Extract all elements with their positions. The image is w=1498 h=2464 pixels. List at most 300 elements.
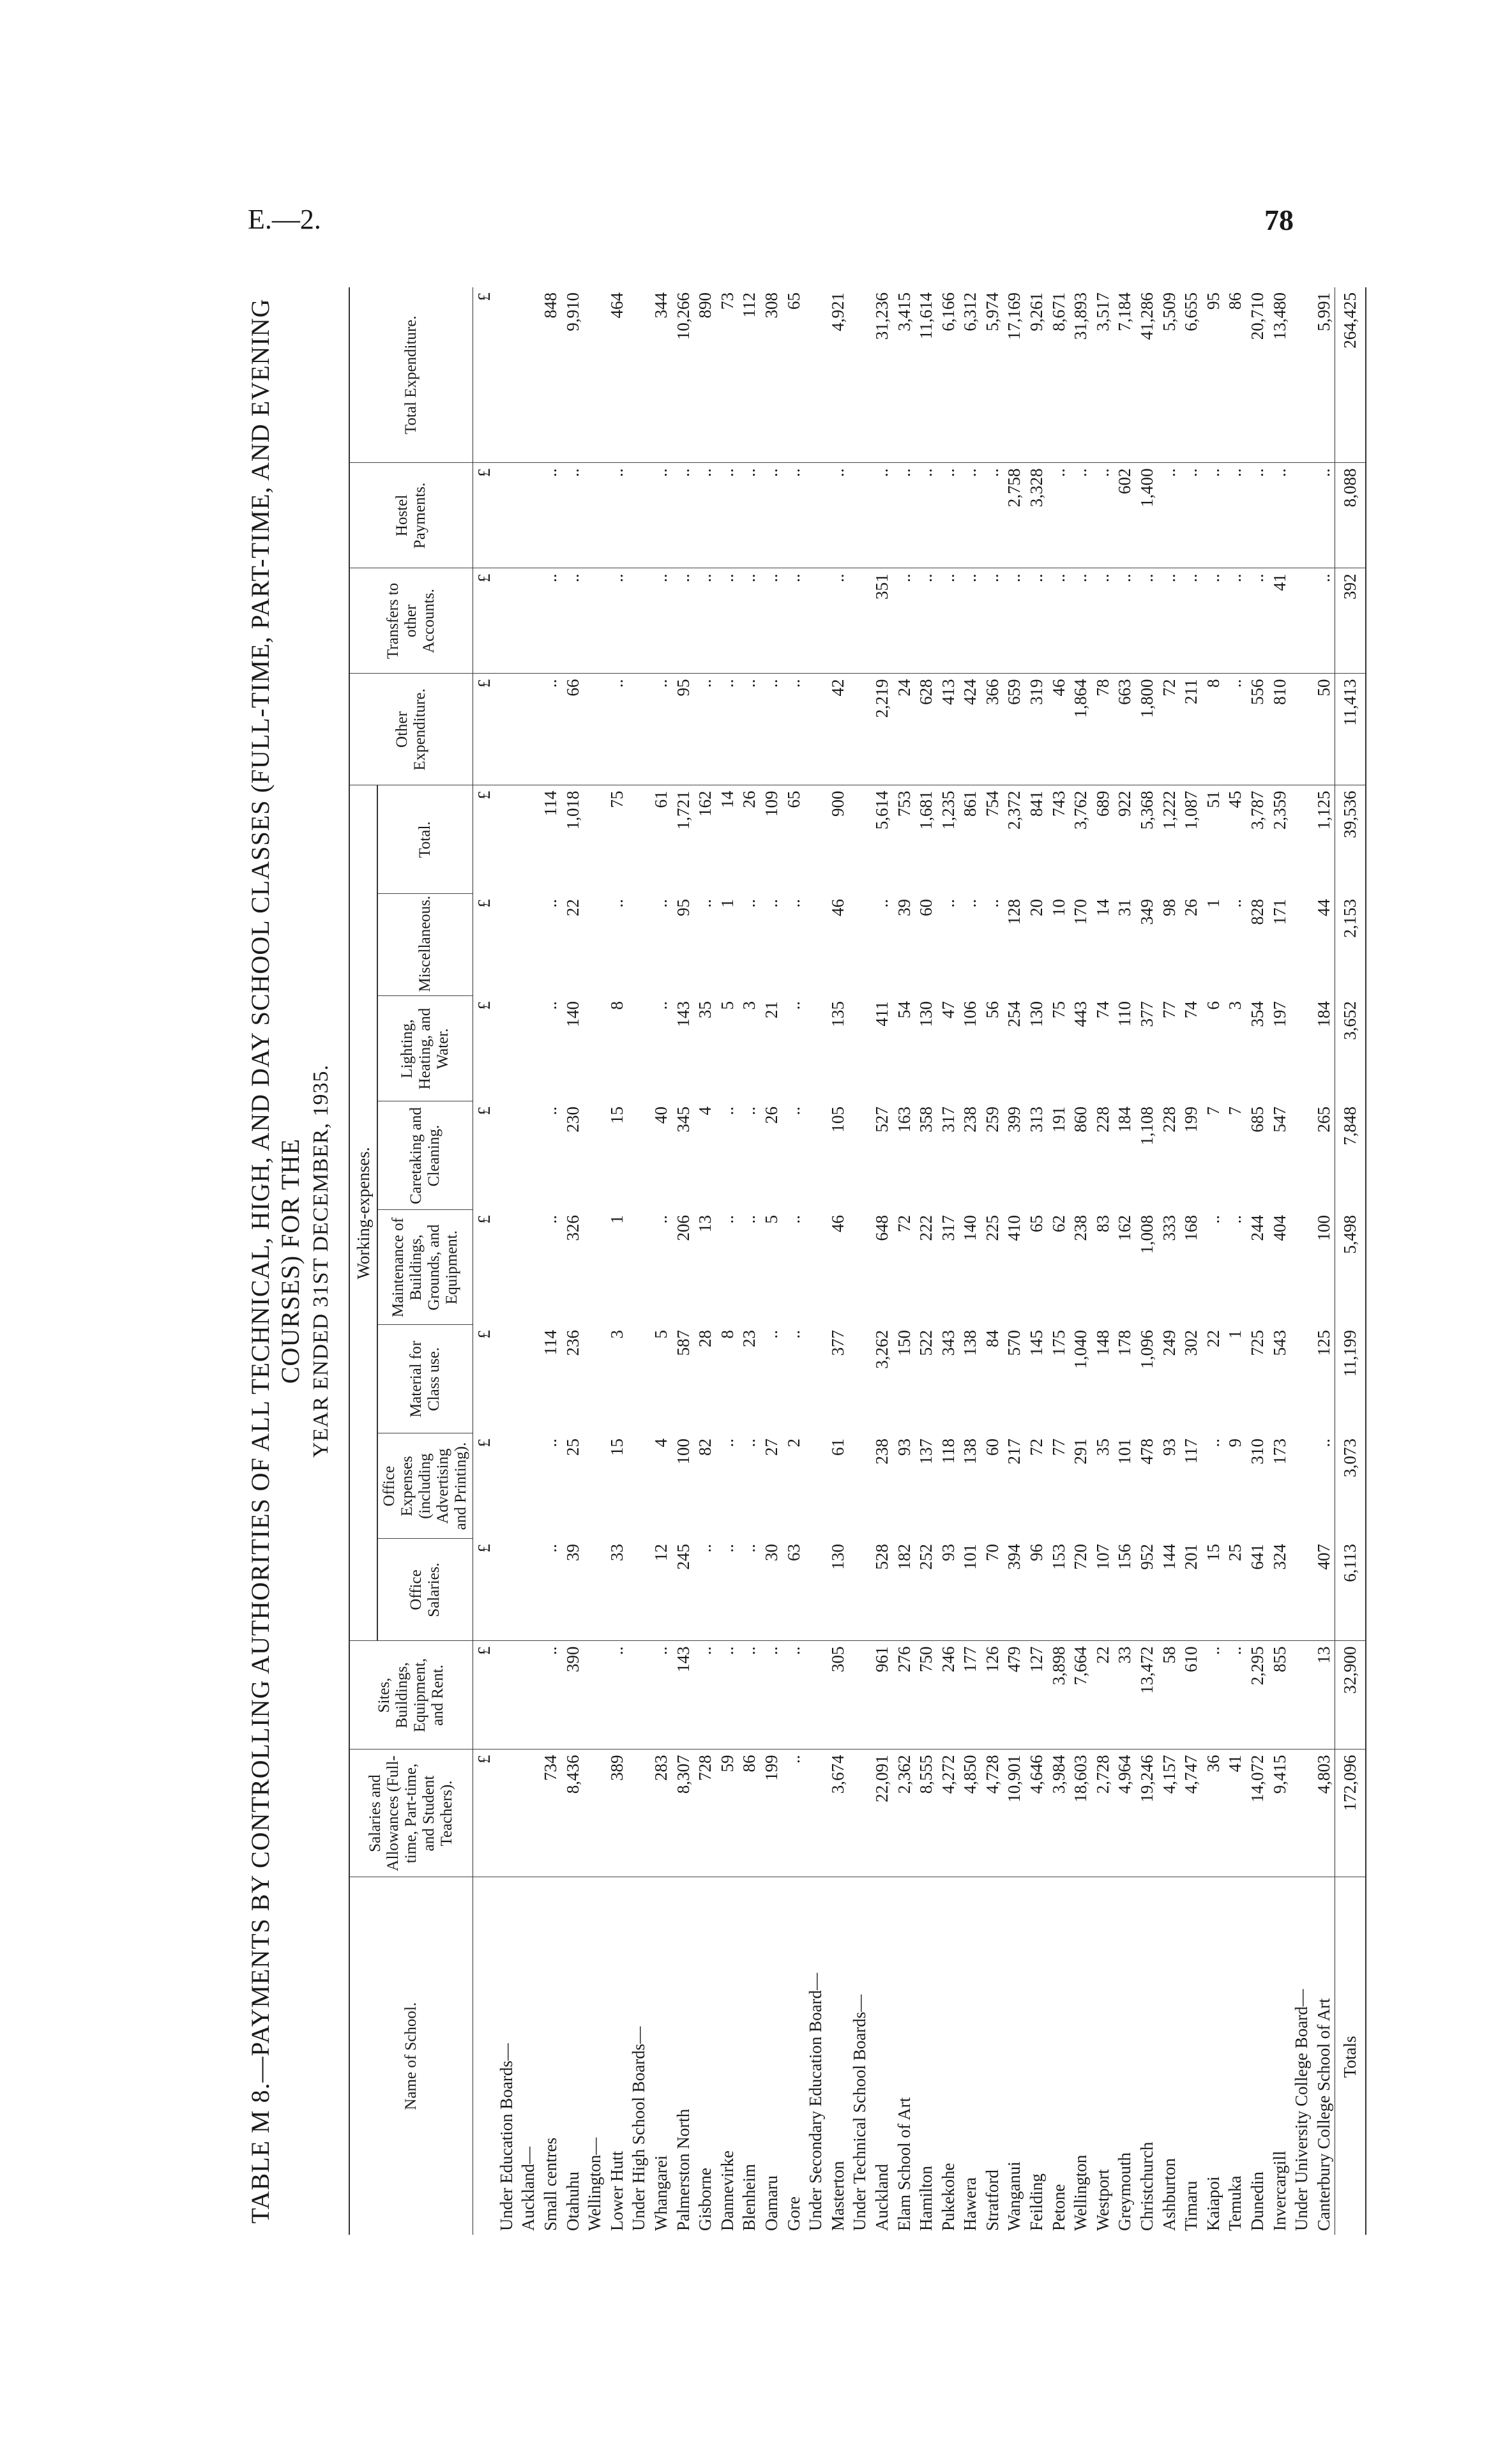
table-cell: .. xyxy=(827,568,849,674)
table-cell: 74 xyxy=(1181,1001,1201,1018)
table-cell: 42 xyxy=(827,674,849,785)
table-cell: 95 xyxy=(1203,292,1223,310)
table-cell: 259 xyxy=(982,1107,1002,1133)
table-cell xyxy=(584,568,606,674)
table-cell xyxy=(1290,1641,1313,1750)
table-cell: 3,898 xyxy=(1048,1641,1070,1750)
table-cell: 464 xyxy=(607,292,626,319)
table-cell: 51 xyxy=(1202,785,1225,894)
table-cell: .. xyxy=(651,1215,670,1224)
table-cell: 10 xyxy=(1048,899,1068,916)
table-cell xyxy=(584,1210,606,1325)
table-cell: 689 xyxy=(1092,785,1114,894)
totals-cell: 7,848 xyxy=(1335,1101,1366,1210)
table-cell: 197 xyxy=(1269,1001,1289,1027)
table-cell: .. xyxy=(738,568,760,674)
school-name: Hawera xyxy=(959,1877,981,2235)
table-cell: .. xyxy=(716,463,739,568)
table-cell xyxy=(849,785,871,894)
table-cell: .. xyxy=(717,1439,737,1447)
table-cell: .. xyxy=(915,463,937,568)
table-cell: .. xyxy=(1246,568,1269,674)
table-cell xyxy=(517,1641,540,1750)
table-cell xyxy=(584,1433,606,1539)
table-cell: 6 xyxy=(1203,1001,1223,1010)
school-name: Masterton xyxy=(827,1877,849,2235)
table-cell: 14 xyxy=(716,785,739,894)
table-cell xyxy=(1290,1325,1313,1433)
table-cell: 75 xyxy=(1048,1001,1068,1018)
totals-cell: 3,073 xyxy=(1335,1433,1366,1539)
table-cell: 17,169 xyxy=(1004,292,1024,340)
school-name: Elam School of Art xyxy=(893,1877,916,2235)
table-cell: 4,646 xyxy=(1025,1750,1048,1877)
table-cell: 238 xyxy=(872,1439,891,1465)
table-cell: 1,721 xyxy=(672,785,695,894)
table-cell: .. xyxy=(783,1330,803,1339)
table-cell: 1 xyxy=(1203,899,1223,908)
table-cell: .. xyxy=(1048,463,1070,568)
table-cell: 143 xyxy=(673,1001,693,1027)
table-cell xyxy=(849,674,871,785)
table-cell: 47 xyxy=(938,1001,958,1018)
table-cell: 72 xyxy=(1158,674,1181,785)
table-cell xyxy=(628,996,650,1101)
school-name: Under High School Boards— xyxy=(628,1877,650,2235)
table-cell: 112 xyxy=(739,292,759,318)
table-cell: .. xyxy=(650,1641,672,1750)
table-cell: 138 xyxy=(960,1330,980,1356)
table-cell: 4,157 xyxy=(1158,1750,1181,1877)
table-cell: 413 xyxy=(937,674,960,785)
table-cell xyxy=(517,1750,540,1877)
table-cell: 900 xyxy=(827,785,849,894)
table-cell: 44 xyxy=(1313,899,1333,916)
table-cell: 63 xyxy=(783,1544,803,1561)
table-row xyxy=(1092,287,1114,2235)
table-cell: 117 xyxy=(1181,1439,1201,1464)
table-cell: 407 xyxy=(1313,1544,1333,1570)
table-cell: 754 xyxy=(981,785,1004,894)
table-cell xyxy=(1290,287,1313,463)
table-cell: 478 xyxy=(1137,1439,1157,1465)
table-cell: 74 xyxy=(1093,1001,1112,1018)
table-cell: 13 xyxy=(1313,1641,1335,1750)
table-cell: 225 xyxy=(982,1215,1002,1241)
table-cell: 961 xyxy=(871,1641,893,1750)
table-cell: .. xyxy=(694,674,716,785)
table-cell: 25 xyxy=(563,1439,582,1456)
table-cell: 65 xyxy=(1027,1215,1047,1232)
table-cell xyxy=(1290,1210,1313,1325)
table-cell: .. xyxy=(650,674,672,785)
table-cell: 27 xyxy=(761,1439,781,1456)
table-cell: 4,964 xyxy=(1114,1750,1136,1877)
table-cell: 59 xyxy=(716,1750,739,1877)
table-cell: .. xyxy=(738,463,760,568)
table-cell: 30 xyxy=(761,1544,781,1561)
table-row xyxy=(1158,287,1181,2235)
table-cell: 73 xyxy=(717,292,737,310)
table-cell: 390 xyxy=(562,1641,584,1750)
table-cell: 9 xyxy=(1225,1439,1245,1447)
table-cell: 734 xyxy=(540,1750,562,1877)
table-cell: 19,246 xyxy=(1136,1750,1158,1877)
table-cell: 810 xyxy=(1269,674,1291,785)
table-cell xyxy=(1290,1433,1313,1539)
table-cell: 36 xyxy=(1202,1750,1225,1877)
table-row xyxy=(827,287,849,2235)
table-cell: .. xyxy=(739,1544,759,1553)
table-cell: 890 xyxy=(695,292,715,319)
table-cell: 26 xyxy=(1181,899,1201,916)
table-cell: 39 xyxy=(563,1544,582,1561)
table-cell: 230 xyxy=(563,1107,582,1133)
table-cell: 41,286 xyxy=(1137,292,1157,340)
table-cell: 45 xyxy=(1224,785,1246,894)
table-cell: 349 xyxy=(1137,899,1157,925)
table-cell: 3 xyxy=(739,1001,759,1010)
table-cell: 283 xyxy=(650,1750,672,1877)
school-name: Stratford xyxy=(981,1877,1004,2235)
currency-symbol: £ xyxy=(474,1001,494,1010)
table-cell: 753 xyxy=(893,785,916,894)
totals-cell: 8,088 xyxy=(1335,463,1366,568)
table-row xyxy=(1114,287,1136,2235)
school-name: Timaru xyxy=(1180,1877,1202,2235)
table-row xyxy=(981,287,1004,2235)
table-cell xyxy=(1290,1101,1313,1210)
table-cell: .. xyxy=(541,899,561,908)
totals-cell: 39,536 xyxy=(1335,785,1366,894)
table-cell: .. xyxy=(738,1641,760,1750)
table-cell: 3,328 xyxy=(1025,463,1048,568)
table-cell: 201 xyxy=(1181,1544,1201,1570)
table-cell: 1,222 xyxy=(1158,785,1181,894)
table-cell xyxy=(496,1539,518,1641)
table-cell: .. xyxy=(760,674,783,785)
table-cell xyxy=(805,1539,827,1641)
table-cell: 93 xyxy=(894,1439,914,1456)
school-name: Palmerston North xyxy=(672,1877,695,2235)
table-cell: 479 xyxy=(1003,1641,1025,1750)
table-cell: 7,184 xyxy=(1115,292,1135,331)
table-cell: 61 xyxy=(650,785,672,894)
school-name: Dunedin xyxy=(1246,1877,1269,2235)
table-cell: 8 xyxy=(607,1001,626,1010)
school-name: Under Education Boards— xyxy=(496,1877,518,2235)
school-name: Gisborne xyxy=(694,1877,716,2235)
table-cell: 8 xyxy=(717,1330,737,1339)
table-cell: 302 xyxy=(1181,1330,1201,1356)
table-cell xyxy=(584,1750,606,1877)
table-cell: .. xyxy=(1158,568,1181,674)
table-row xyxy=(937,287,960,2235)
table-cell: .. xyxy=(982,899,1002,908)
table-cell: 101 xyxy=(960,1544,980,1570)
table-cell: 175 xyxy=(1048,1330,1068,1356)
table-cell: 528 xyxy=(872,1544,891,1570)
table-cell: 5,509 xyxy=(1159,292,1179,331)
totals-cell: 172,096 xyxy=(1335,1750,1366,1877)
table-cell xyxy=(1290,463,1313,568)
table-cell: .. xyxy=(650,463,672,568)
table-cell: 358 xyxy=(916,1107,936,1133)
table-row xyxy=(1070,287,1092,2235)
table-cell xyxy=(849,1750,871,1877)
table-cell: 527 xyxy=(872,1107,891,1133)
totals-label: Totals xyxy=(1335,1877,1366,2235)
table-cell: .. xyxy=(562,568,584,674)
school-name: Temuka xyxy=(1224,1877,1246,2235)
table-cell: .. xyxy=(606,568,628,674)
table-cell: 46 xyxy=(828,899,847,916)
table-cell xyxy=(517,1210,540,1325)
table-cell: .. xyxy=(783,1001,803,1010)
school-name: Small centres xyxy=(540,1877,562,2235)
table-cell: 98 xyxy=(1159,899,1179,916)
table-cell: 443 xyxy=(1071,1001,1091,1027)
table-cell: 41 xyxy=(1224,1750,1246,1877)
table-cell: .. xyxy=(1048,568,1070,674)
table-cell: 84 xyxy=(982,1330,1002,1347)
table-cell: .. xyxy=(938,899,958,908)
table-cell xyxy=(628,1539,650,1641)
table-cell: 162 xyxy=(694,785,716,894)
currency-symbol: £ xyxy=(474,899,494,908)
table-cell: 547 xyxy=(1269,1107,1289,1133)
table-cell: 310 xyxy=(1248,1439,1267,1465)
table-cell xyxy=(849,568,871,674)
table-cell: 72 xyxy=(894,1215,914,1232)
table-cell xyxy=(496,1750,518,1877)
table-cell: 22 xyxy=(1203,1330,1223,1347)
table-row xyxy=(959,287,981,2235)
table-cell: .. xyxy=(739,1107,759,1115)
school-name: Auckland— xyxy=(517,1877,540,2235)
table-cell: .. xyxy=(716,1641,739,1750)
table-cell: 12 xyxy=(651,1544,670,1561)
table-cell: 317 xyxy=(938,1215,958,1241)
table-cell: 570 xyxy=(1004,1330,1024,1356)
table-cell xyxy=(849,1539,871,1641)
currency-symbol: £ xyxy=(473,785,496,894)
table-cell: 128 xyxy=(1004,899,1024,925)
table-cell: 199 xyxy=(760,1750,783,1877)
table-cell: 61 xyxy=(828,1439,847,1456)
table-cell: 78 xyxy=(1092,674,1114,785)
table-cell xyxy=(584,1101,606,1210)
table-cell xyxy=(805,1433,827,1539)
table-cell: 18,603 xyxy=(1070,1750,1092,1877)
table-cell: 138 xyxy=(960,1439,980,1465)
table-cell: .. xyxy=(959,568,981,674)
table-cell: 2,359 xyxy=(1269,785,1291,894)
table-cell: .. xyxy=(695,1544,715,1553)
table-cell xyxy=(584,463,606,568)
table-cell xyxy=(584,1325,606,1433)
col-lighting-header: Lighting, Heating, and Water. xyxy=(377,996,473,1101)
table-cell: .. xyxy=(760,568,783,674)
table-cell xyxy=(517,287,540,463)
table-cell: 343 xyxy=(938,1330,958,1356)
table-cell: .. xyxy=(540,463,562,568)
table-cell: 1,400 xyxy=(1136,463,1158,568)
table-cell: .. xyxy=(672,463,695,568)
table-cell: 922 xyxy=(1114,785,1136,894)
table-cell: 173 xyxy=(1269,1439,1289,1465)
table-cell: 106 xyxy=(960,1001,980,1027)
table-cell: 345 xyxy=(673,1107,693,1133)
table-cell: 13,480 xyxy=(1269,292,1289,340)
table-row xyxy=(1048,287,1070,2235)
table-cell: .. xyxy=(783,1750,805,1877)
table-cell xyxy=(849,1433,871,1539)
table-cell: 319 xyxy=(1025,674,1048,785)
table-cell: 1,087 xyxy=(1180,785,1202,894)
table-row xyxy=(672,287,695,2235)
table-row xyxy=(1269,287,1291,2235)
currency-symbol: £ xyxy=(474,1330,494,1339)
table-cell: 1,125 xyxy=(1313,785,1335,894)
table-cell: 184 xyxy=(1115,1107,1135,1133)
table-cell: .. xyxy=(1136,568,1158,674)
table-cell: 648 xyxy=(872,1215,891,1241)
table-cell: .. xyxy=(1224,568,1246,674)
table-cell: 65 xyxy=(783,292,803,310)
table-cell xyxy=(496,785,518,894)
table-cell: 587 xyxy=(673,1330,693,1356)
table-cell: 40 xyxy=(651,1107,670,1124)
table-cell: .. xyxy=(760,1641,783,1750)
table-cell: 127 xyxy=(1025,1641,1048,1750)
table-cell: 2 xyxy=(783,1439,803,1447)
totals-cell: 2,153 xyxy=(1335,894,1366,996)
table-cell: .. xyxy=(1313,568,1335,674)
table-cell: 156 xyxy=(1115,1544,1135,1570)
school-name: Canterbury College School of Art xyxy=(1313,1877,1335,2235)
table-cell xyxy=(517,674,540,785)
table-cell: 31,893 xyxy=(1071,292,1091,340)
table-row xyxy=(562,287,584,2235)
table-cell: .. xyxy=(827,463,849,568)
school-name: Wellington xyxy=(1070,1877,1092,2235)
table-cell: .. xyxy=(540,1641,562,1750)
table-cell: 135 xyxy=(828,1001,847,1027)
table-cell xyxy=(517,1539,540,1641)
table-cell: 411 xyxy=(872,1001,891,1027)
table-cell xyxy=(805,996,827,1101)
table-cell: 56 xyxy=(982,1001,1002,1018)
col-total-working-header: Total. xyxy=(377,785,473,894)
table-cell xyxy=(584,287,606,463)
table-cell: 828 xyxy=(1248,899,1267,925)
table-cell: 77 xyxy=(1048,1439,1068,1456)
table-cell: 22 xyxy=(563,899,582,916)
table-cell xyxy=(517,1325,540,1433)
table-cell: 750 xyxy=(915,1641,937,1750)
table-cell: 4,747 xyxy=(1180,1750,1202,1877)
table-cell: .. xyxy=(1313,1439,1333,1447)
table-cell: .. xyxy=(606,463,628,568)
table-cell: .. xyxy=(1225,899,1245,908)
school-name: Blenheim xyxy=(738,1877,760,2235)
table-cell: 10,901 xyxy=(1003,1750,1025,1877)
table-cell: 5,614 xyxy=(871,785,893,894)
table-cell: 26 xyxy=(738,785,760,894)
table-cell: .. xyxy=(694,1641,716,1750)
table-cell xyxy=(628,1750,650,1877)
table-cell: 114 xyxy=(541,1330,561,1356)
table-cell: 556 xyxy=(1246,674,1269,785)
table-cell xyxy=(849,996,871,1101)
table-cell xyxy=(849,1325,871,1433)
table-cell: 3,984 xyxy=(1048,1750,1070,1877)
table-cell: 7,664 xyxy=(1070,1641,1092,1750)
table-cell: 24 xyxy=(893,674,916,785)
table-cell: 7 xyxy=(1225,1107,1245,1115)
table-cell: .. xyxy=(893,568,916,674)
table-cell: 628 xyxy=(915,674,937,785)
table-cell: .. xyxy=(783,1641,805,1750)
table-cell: .. xyxy=(739,899,759,908)
table-cell: 14,072 xyxy=(1246,1750,1269,1877)
table-cell: .. xyxy=(606,1641,628,1750)
table-cell xyxy=(805,1641,827,1750)
table-cell: 9,415 xyxy=(1269,1750,1291,1877)
table-cell: .. xyxy=(783,1107,803,1115)
table-cell: .. xyxy=(651,899,670,908)
table-row xyxy=(783,287,805,2235)
table-cell: 5,368 xyxy=(1136,785,1158,894)
table-cell: 1,018 xyxy=(562,785,584,894)
table-cell: 39 xyxy=(894,899,914,916)
table-cell: 10,266 xyxy=(673,292,693,340)
totals-cell: 6,113 xyxy=(1335,1539,1366,1641)
table-cell: 31,236 xyxy=(872,292,891,340)
table-cell: 25 xyxy=(1225,1544,1245,1561)
table-cell: 351 xyxy=(871,568,893,674)
table-cell: 404 xyxy=(1269,1215,1289,1241)
table-cell: 276 xyxy=(893,1641,916,1750)
table-cell: .. xyxy=(606,674,628,785)
table-cell xyxy=(628,785,650,894)
col-salaries-header: Salaries and Allowances (Full-time, Part-time, and Student Teachers). xyxy=(349,1750,473,1877)
table-cell: 163 xyxy=(894,1107,914,1133)
table-cell: 60 xyxy=(916,899,936,916)
table-cell: .. xyxy=(541,1107,561,1115)
table-cell: .. xyxy=(893,463,916,568)
table-cell xyxy=(805,1210,827,1325)
table-cell: .. xyxy=(650,568,672,674)
school-name: Oamaru xyxy=(760,1877,783,2235)
table-cell: 77 xyxy=(1159,1001,1179,1018)
table-cell xyxy=(1290,894,1313,996)
table-row xyxy=(1290,287,1313,2235)
table-cell: 1,008 xyxy=(1137,1215,1157,1254)
table-cell: 35 xyxy=(1093,1439,1112,1456)
table-cell: 2,758 xyxy=(1003,463,1025,568)
table-cell: 20,710 xyxy=(1248,292,1267,340)
table-cell: .. xyxy=(915,568,937,674)
table-cell xyxy=(805,785,827,894)
table-subtitle: YEAR ENDED 31ST DECEMBER, 1935. xyxy=(309,1064,333,1458)
table-cell xyxy=(496,568,518,674)
table-cell: 184 xyxy=(1313,1001,1333,1027)
totals-cell: 264,425 xyxy=(1335,287,1366,463)
table-cell: 143 xyxy=(672,1641,695,1750)
table-cell: 236 xyxy=(563,1330,582,1356)
